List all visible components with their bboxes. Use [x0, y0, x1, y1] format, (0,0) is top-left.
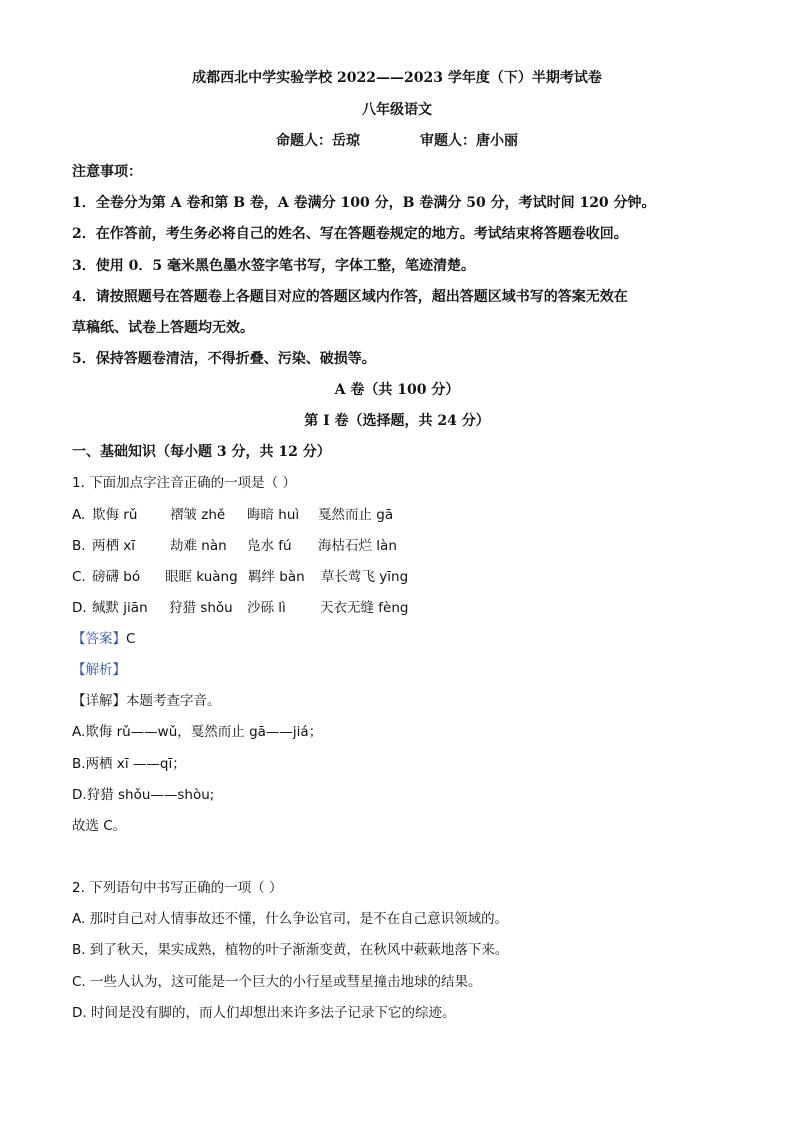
- answer-line: [72, 629, 135, 649]
- detail-tag: 【详解】: [72, 693, 126, 709]
- question-1-stem: 1. 下面加点字注音正确的一项是（ ）: [72, 475, 296, 491]
- detail-line: [72, 691, 221, 711]
- author-label: 命题人：岳琼: [276, 133, 360, 149]
- option-item: 缄默 jiān: [92, 600, 148, 616]
- option-item: 狩猎 shǒu: [169, 600, 233, 616]
- option-item: 戛然而止 gā: [318, 507, 394, 523]
- option-letter: C.: [72, 569, 86, 585]
- option-item: 劫难 nàn: [170, 538, 227, 554]
- question-2-option-d: D. 时间是没有脚的，而人们却想出来许多法子记录下它的综迹。: [72, 1005, 456, 1021]
- option-letter: D.: [72, 600, 87, 616]
- notice-item: 3．使用 0．5 毫米黑色墨水签字笔书写，字体工整，笔迹清楚。: [72, 258, 475, 274]
- analysis-text: 故选 C。: [72, 818, 127, 834]
- analysis-text: B.两栖 xī ——qī；: [72, 756, 186, 772]
- reviewer-label: 审题人：唐小丽: [420, 133, 518, 149]
- option-item: 欺侮 rǔ: [92, 507, 138, 523]
- option-letter: B.: [72, 538, 86, 554]
- option-item: 晦暗 huì: [247, 507, 300, 523]
- question-2-stem: 2. 下列语句中书写正确的一项（ ）: [72, 880, 283, 896]
- option-item: 天衣无缝 fèng: [320, 600, 409, 616]
- exam-authors: [0, 131, 794, 151]
- detail-text: 本题考查字音。: [126, 693, 221, 709]
- notice-item: 1．全卷分为第 A 卷和第 B 卷，A 卷满分 100 分，B 卷满分 50 分，考试时间 120 分钟。: [72, 195, 656, 211]
- question-2-option-a: A. 那时自己对人情事故还不懂，什么争讼官司，是不在自己意识领域的。: [72, 911, 509, 927]
- option-item: 两栖 xī: [92, 538, 136, 554]
- notice-item: 4．请按照题号在答题卷上各题目对应的答题区域内作答，超出答题区域书写的答案无效在: [72, 289, 628, 305]
- option-item: 沙砾 lì: [247, 600, 286, 616]
- analysis-line: [72, 660, 126, 680]
- option-item: 褶皱 zhě: [170, 507, 226, 523]
- section-a-title: A 卷（共 100 分）: [334, 382, 460, 398]
- option-item: 海枯石烂 làn: [318, 538, 397, 554]
- analysis-tag: 【解析】: [72, 662, 126, 678]
- answer-value: C: [126, 631, 136, 647]
- option-item: 眼眶 kuàng: [165, 569, 238, 585]
- option-item: 草长莺飞 yīng: [321, 569, 409, 585]
- option-item: 磅礴 bó: [92, 569, 141, 585]
- part1-title: 第 I 卷（选择题，共 24 分）: [304, 413, 490, 429]
- analysis-text: D.狩猎 shǒu——shòu;: [72, 787, 215, 803]
- notice-item: 5．保持答题卷清洁，不得折叠、污染、破损等。: [72, 351, 376, 367]
- question-1-option-b: [72, 536, 432, 556]
- option-item: 羁绊 bàn: [248, 569, 305, 585]
- question-1-option-a: [72, 505, 432, 525]
- exam-subtitle: 八年级语文: [362, 102, 432, 118]
- answer-tag: 【答案】: [72, 631, 126, 647]
- question-group-heading: 一、基础知识（每小题 3 分，共 12 分）: [72, 444, 331, 460]
- question-2-option-c: C. 一些人认为，这可能是一个巨大的小行星或彗星撞击地球的结果。: [72, 974, 482, 990]
- question-1-option-d: [72, 598, 432, 618]
- notice-heading: 注意事项：: [72, 164, 142, 180]
- notice-item: 2．在作答前，考生务必将自己的姓名、写在答题卷规定的地方。考试结束将答题卷收回。: [72, 226, 628, 242]
- notice-item: 草稿纸、试卷上答题均无效。: [72, 320, 254, 336]
- exam-title: 成都西北中学实验学校 2022——2023 学年度（下）半期考试卷: [192, 70, 602, 86]
- question-1-option-c: [72, 567, 432, 587]
- option-item: 凫水 fú: [247, 538, 292, 554]
- analysis-text: A.欺侮 rǔ——wǔ，戛然而止 gā——jiá；: [72, 724, 323, 740]
- option-letter: A.: [72, 507, 86, 523]
- question-2-option-b: B. 到了秋天，果实成熟，植物的叶子渐渐变黄，在秋风中蔌蔌地落下来。: [72, 942, 509, 958]
